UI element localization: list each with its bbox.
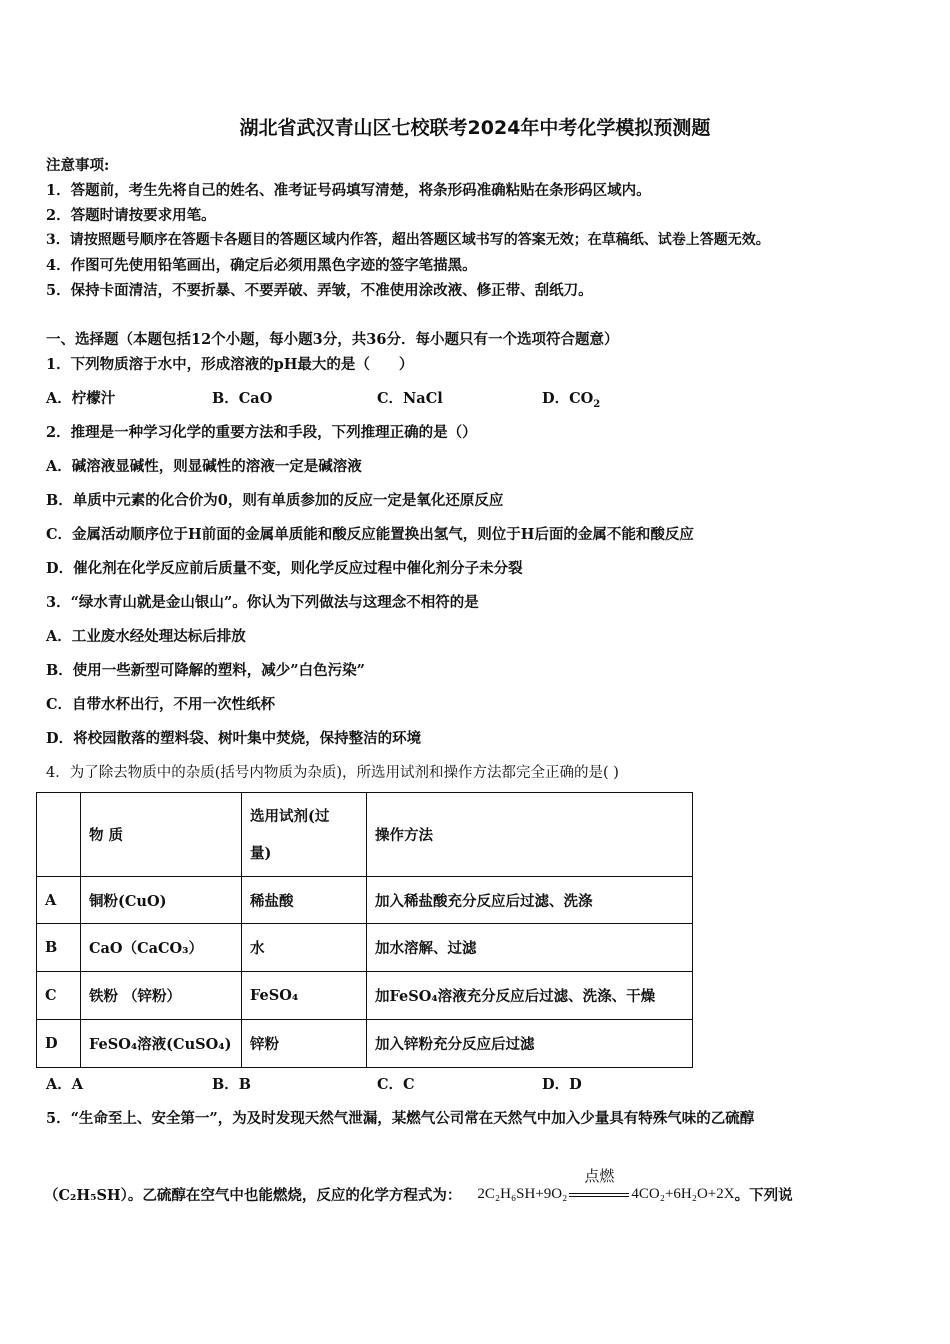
q3-stem: 3．“绿水青山就是金山银山”。你认为下列做法与这理念不相符的是	[46, 594, 479, 611]
table-row	[37, 1020, 693, 1068]
table-cell: D	[37, 1020, 81, 1068]
reaction-condition: 点燃	[584, 1166, 615, 1185]
equation-left: 2C₂H₆SH+9O₂	[477, 1186, 568, 1202]
header-reagent-line2: 量)	[250, 844, 272, 862]
table-row	[37, 924, 693, 972]
q2-stem: 2．推理是一种学习化学的重要方法和手段，下列推理正确的是（）	[46, 424, 477, 441]
table-cell: FeSO₄	[242, 972, 367, 1020]
table-row	[37, 972, 693, 1020]
table-cell: 铁粉 （锌粉）	[81, 972, 242, 1020]
q3-option-c: C．自带水杯出行，不用一次性纸杯	[46, 696, 276, 713]
q2-option-d: D．催化剂在化学反应前后质量不变，则化学反应过程中催化剂分子未分裂	[46, 560, 523, 577]
q4-table	[36, 792, 693, 1068]
table-header-row	[37, 793, 693, 877]
q3-option-d: D．将校园散落的塑料袋、树叶集中焚烧，保持整洁的环境	[46, 730, 422, 747]
notice-item: 1．答题前，考生先将自己的姓名、准考证号码填写清楚，将条形码准确粘贴在条形码区域内。	[46, 182, 651, 199]
table-header-cell	[242, 793, 367, 877]
q2-option-c: C．金属活动顺序位于H前面的金属单质能和酸反应能置换出氢气，则位于H后面的金属不能和酸反应	[46, 526, 694, 543]
table-cell: 稀盐酸	[242, 877, 367, 924]
q4-option-d: D．D	[542, 1076, 582, 1093]
q4-option-b: B．B	[212, 1076, 252, 1093]
q5-stem: 5．“生命至上、安全第一”，为及时发现天然气泄漏，某燃气公司常在天然气中加入少量具有特殊气味的乙硫醇	[46, 1110, 755, 1127]
table-cell: 加水溶解、过滤	[367, 924, 693, 972]
table-header-cell: 操作方法	[367, 793, 693, 877]
table-cell: 锌粉	[242, 1020, 367, 1068]
page-title: 湖北省武汉青山区七校联考2024年中考化学模拟预测题	[239, 117, 711, 139]
q1-stem: 1．下列物质溶于水中，形成溶液的pH最大的是（ ）	[46, 356, 414, 373]
reaction-arrow	[569, 1166, 629, 1205]
q1-option-c: C．NaCl	[377, 390, 443, 407]
table-row	[37, 877, 693, 924]
q4-option-a: A．A	[46, 1076, 84, 1093]
q1-option-b: B．CaO	[212, 390, 273, 407]
q4-option-c: C．C	[377, 1076, 415, 1093]
notice-item: 4．作图可先使用铅笔画出，确定后必须用黑色字迹的签字笔描黑。	[46, 257, 477, 274]
q3-option-a: A．工业废水经处理达标后排放	[46, 628, 246, 645]
table-cell: 加入锌粉充分反应后过滤	[367, 1020, 693, 1068]
q2-option-a: A．碱溶液显碱性，则显碱性的溶液一定是碱溶液	[46, 458, 362, 475]
q2-option-b: B．单质中元素的化合价为0，则有单质参加的反应一定是氧化还原反应	[46, 492, 504, 509]
q5-line2-prefix: （C₂H₅SH）。乙硫醇在空气中也能燃烧，反应的化学方程式为：	[44, 1187, 462, 1204]
header-reagent-line1: 选用试剂(过	[250, 807, 330, 825]
q5-equation-line	[44, 1166, 793, 1205]
q1-option-d-sub: 2	[593, 398, 601, 410]
table-cell: 水	[242, 924, 367, 972]
section-heading: 一、选择题（本题包括12个小题，每小题3分，共36分．每小题只有一个选项符合题意）	[46, 331, 619, 348]
q1-option-a: A．柠檬汁	[46, 390, 116, 407]
table-cell: 铜粉(CuO)	[81, 877, 242, 924]
table-cell: FeSO₄溶液(CuSO₄)	[81, 1020, 242, 1068]
table-cell: 加入稀盐酸充分反应后过滤、洗涤	[367, 877, 693, 924]
q5-line2-suffix: 。下列说	[734, 1187, 793, 1204]
table-cell: 加FeSO₄溶液充分反应后过滤、洗涤、干燥	[367, 972, 693, 1020]
q3-option-b: B．使用一些新型可降解的塑料，减少”白色污染”	[46, 662, 365, 679]
table-cell: C	[37, 972, 81, 1020]
table-header-cell	[37, 793, 81, 877]
table-header-cell: 物 质	[81, 793, 242, 877]
notice-heading: 注意事项:	[46, 157, 110, 174]
table-cell: B	[37, 924, 81, 972]
notice-item: 5．保持卡面清洁，不要折暴、不要弄破、弄皱，不准使用涂改液、修正带、刮纸刀。	[46, 282, 593, 299]
notice-item: 2．答题时请按要求用笔。	[46, 207, 216, 224]
q1-option-d-text: D．CO	[542, 390, 594, 407]
table-cell: CaO（CaCO₃）	[81, 924, 242, 972]
q1-option-d	[542, 387, 600, 410]
equation-right: 4CO₂+6H₂O+2X	[631, 1186, 735, 1202]
q4-stem: 4．为了除去物质中的杂质(括号内物质为杂质)，所选用试剂和操作方法都完全正确的是( )	[46, 765, 619, 781]
table-cell: A	[37, 877, 81, 924]
notice-item: 3．请按照题号顺序在答题卡各题目的答题区域内作答，超出答题区域书写的答案无效；在草稿纸、试卷上答题无效。	[46, 232, 770, 248]
